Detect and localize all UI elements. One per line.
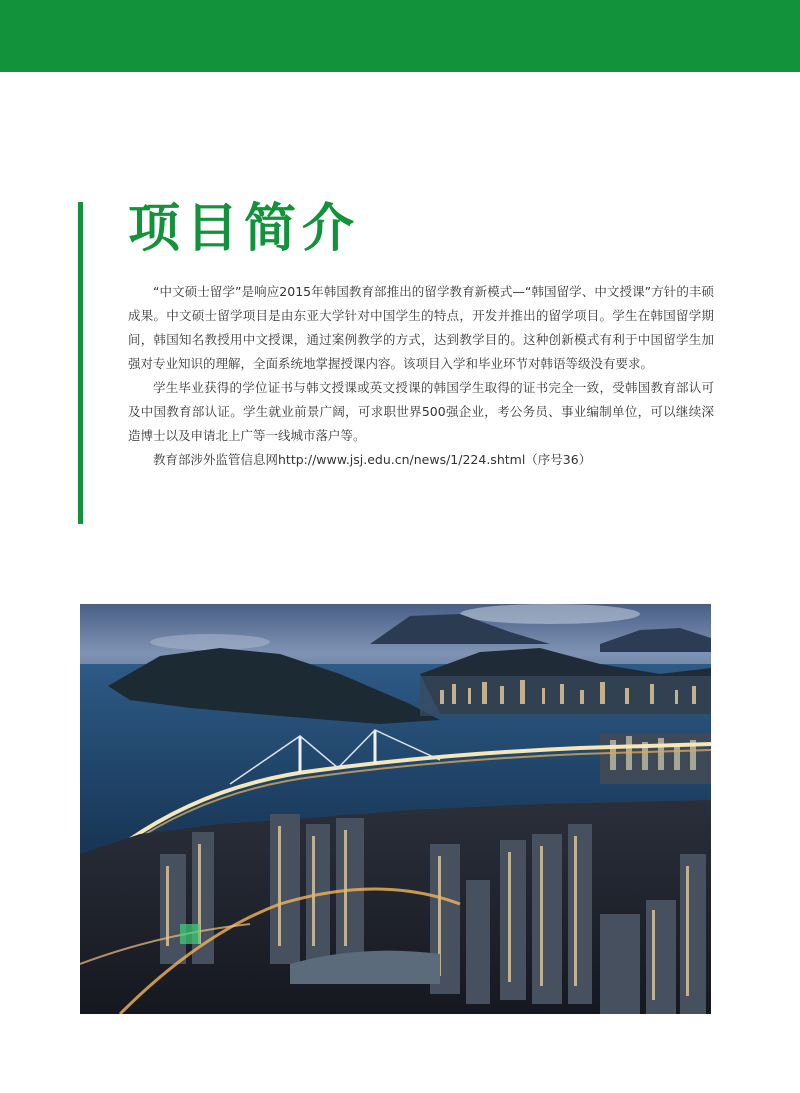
title-accent-bar — [78, 202, 83, 524]
section-body — [128, 280, 714, 472]
intro-paragraph: “中文硕士留学”是响应2015年韩国教育部推出的留学教育新模式—“韩国留学、中文授课”方针的丰硕成果。中文硕士留学项目是由东亚大学针对中国学生的特点，开发并推出的留学项目。学生在韩国留学期间，韩国知名教授用中文授课，通过案例教学的方式，达到教学目的。这种创新模式有利于中国留学生加强对专业知识的理解，全面系统地掌握授课内容。该项目入学和毕业环节对韩语等级没有要求。 — [128, 284, 714, 371]
section-title: 项目简介 — [128, 199, 361, 259]
degree-paragraph: 学生毕业获得的学位证书与韩文授课或英文授课的韩国学生取得的证书完全一致，受韩国教育部认可及中国教育部认证。学生就业前景广阔，可求职世界500强企业，考公务员、事业编制单位，可以继续深造博士以及申请北上广等一线城市落户等。 — [128, 380, 714, 443]
city-skyline-photo — [80, 604, 711, 1014]
header-band — [0, 0, 800, 72]
reference-paragraph: 教育部涉外监管信息网http://www.jsj.edu.cn/news/1/224.shtml（序号36） — [153, 452, 592, 467]
